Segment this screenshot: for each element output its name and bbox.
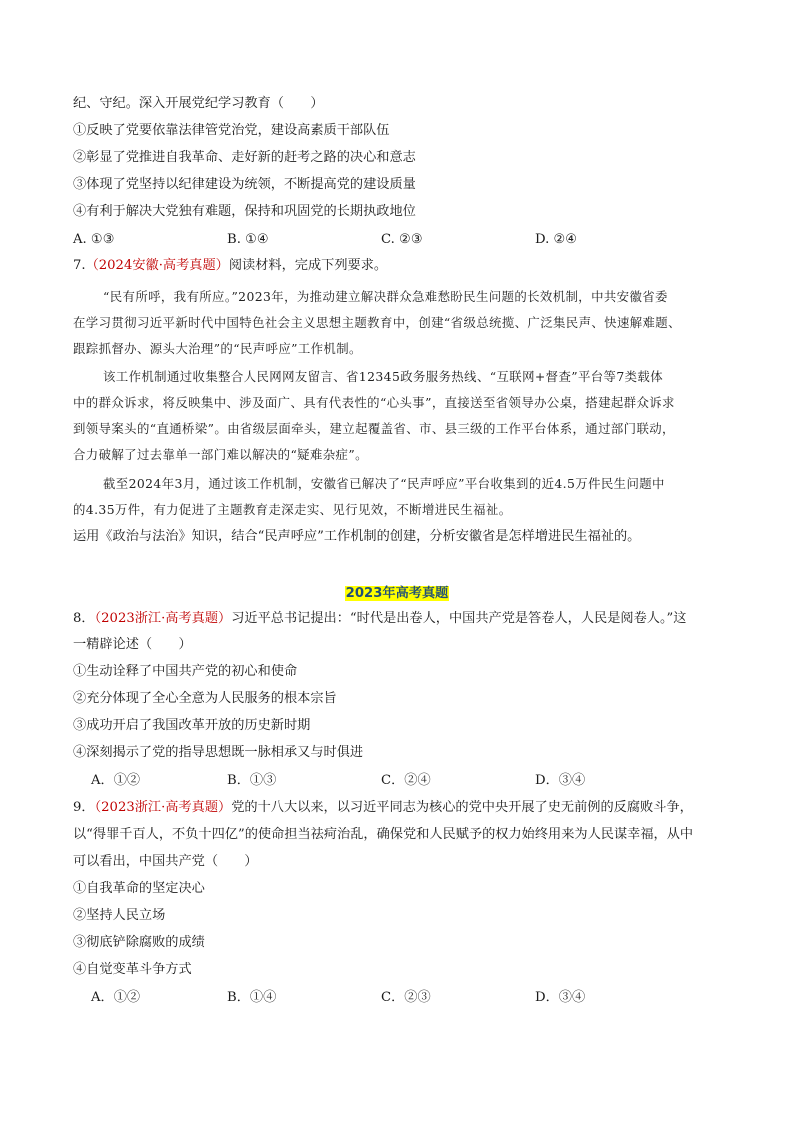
q8-item-3: ③成功开启了我国改革开放的历史新时期 — [73, 718, 311, 733]
q8-item-1: ①生动诠释了中国共产党的初心和使命 — [73, 664, 298, 679]
q6-stem: 纪、守纪。深入开展党纪学习教育（ ） — [73, 96, 324, 111]
q6-option-d: D. ②④ — [535, 232, 578, 247]
q6-item-3: ③体现了党坚持以纪律建设为统领，不断提高党的建设质量 — [73, 177, 416, 192]
q7-material-line-5: 中的群众诉求，将反映集中、涉及面广、具有代表性的“心头事”，直接送至省领导办公桌，搭建起群众诉求 — [73, 395, 675, 410]
q7-number: 7. — [73, 258, 86, 273]
q8-option-a: A．①② — [91, 773, 141, 788]
q9-option-b: B．①④ — [227, 990, 277, 1005]
q9-stem-line-2: 以“得罪千百人，不负十四亿”的使命担当祛疴治乱，确保党和人民赋予的权力始终用来为人民谋幸福，从中 — [73, 827, 694, 842]
q7-question: 运用《政治与法治》知识，结合“民声呼应”工作机制的创建，分析安徽省是怎样增进民生福祉的。 — [73, 529, 641, 544]
q8-option-d: D．③④ — [535, 773, 586, 788]
q8-item-2: ②充分体现了全心全意为人民服务的根本宗旨 — [73, 691, 337, 706]
q7-material-line-3: 跟踪抓督办、源头大治理”的“民声呼应”工作机制。 — [73, 341, 362, 356]
q9-option-a: A．①② — [91, 990, 141, 1005]
q8-stem-line-1 — [73, 610, 687, 628]
q7-material-line-4: 该工作机制通过收集整合人民网网友留言、省12345政务服务热线、“互联网+督查”平台等7类载体 — [103, 369, 663, 384]
q7-material-line-9: 的4.35万件，有力促进了主题教育走深走实、见行见效，不断增进民生福祉。 — [73, 502, 512, 517]
q6-item-1: ①反映了党要依靠法律管党治党，建设高素质干部队伍 — [73, 123, 390, 138]
q6-option-b: B. ①④ — [227, 232, 269, 247]
q9-source: （2023浙江·高考真题） — [94, 800, 232, 815]
q9-option-c: C．②③ — [381, 990, 431, 1005]
q8-item-4: ④深刻揭示了党的指导思想既一脉相承又与时俱进 — [73, 745, 364, 760]
q7-material-line-1: “民有所呼，我有所应。”2023年，为推动建立解决群众急难愁盼民生问题的长效机制，中共安徽省委 — [103, 289, 668, 304]
q7-material-line-6: 到领导案头的“直通桥梁”。由省级层面牵头，建立起覆盖省、市、县三级的工作平台体系，通过部门联动， — [73, 421, 675, 436]
q7-stem-line — [73, 257, 387, 275]
q8-option-b: B．①③ — [227, 773, 277, 788]
q6-option-a: A. ①③ — [73, 232, 115, 247]
q6-item-2: ②彰显了党推进自我革命、走好新的赶考之路的决心和意志 — [73, 150, 416, 165]
q8-stem-line-2: 一精辟论述（ ） — [73, 637, 192, 652]
q9-item-4: ④自觉变革斗争方式 — [73, 962, 192, 977]
q8-number: 8． — [73, 611, 95, 626]
q6-item-4: ④有利于解决大党独有难题，保持和巩固党的长期执政地位 — [73, 204, 416, 219]
q7-source: （2024安徽·高考真题） — [85, 258, 229, 273]
q9-stem-line-3: 可以看出，中国共产党（ ） — [73, 854, 258, 869]
q6-option-c: C. ②③ — [381, 232, 423, 247]
q7-stem: 阅读材料，完成下列要求。 — [228, 258, 388, 273]
q9-item-1: ①自我革命的坚定决心 — [73, 881, 205, 896]
q8-option-c: C．②④ — [381, 773, 431, 788]
q9-item-2: ②坚持人民立场 — [73, 908, 166, 923]
q7-material-line-2: 在学习贯彻习近平新时代中国特色社会主义思想主题教育中，创建“省级总统揽、广泛集民声、快速解难题、 — [73, 315, 681, 330]
q9-option-d: D．③④ — [535, 990, 586, 1005]
q7-material-line-7: 合力破解了过去靠单一部门难以解决的“疑难杂症”。 — [73, 447, 368, 462]
q8-source: （2023浙江·高考真题） — [94, 611, 232, 626]
section-title — [0, 582, 794, 601]
q9-number: 9． — [73, 800, 95, 815]
q7-material-line-8: 截至2024年3月，通过该工作机制，安徽省已解决了“民声呼应”平台收集到的近4.5万件民生问题中 — [103, 476, 665, 491]
q9-item-3: ③彻底铲除腐败的成绩 — [73, 935, 205, 950]
q9-stem-line-1 — [73, 799, 693, 817]
q8-stem-1: 习近平总书记提出：“时代是出卷人，中国共产党是答卷人，人民是阅卷人。”这 — [231, 611, 687, 626]
section-title-text: 2023年高考真题 — [345, 586, 449, 601]
q9-stem-1: 党的十八大以来，以习近平同志为核心的党中央开展了史无前例的反腐败斗争， — [231, 800, 693, 815]
